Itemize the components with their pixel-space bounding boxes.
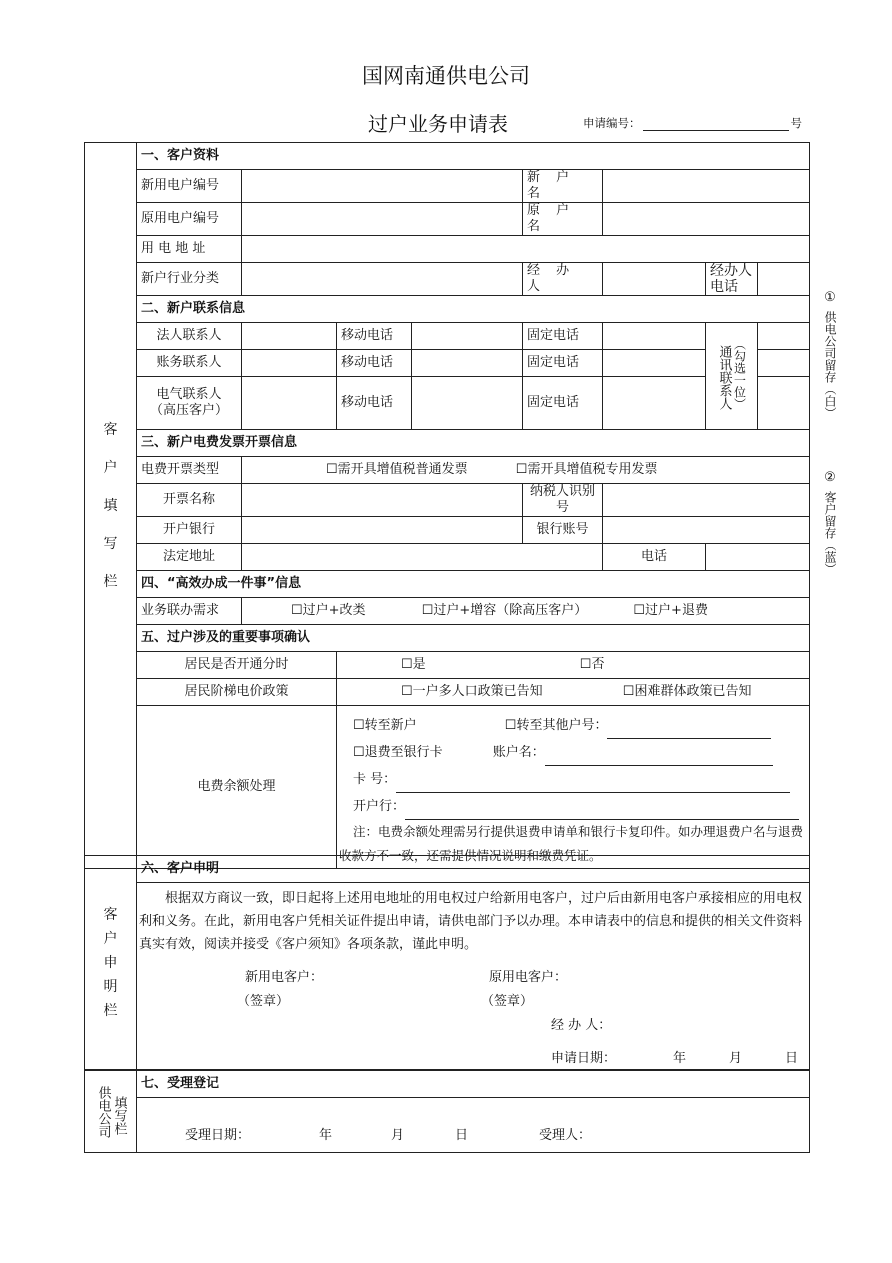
declaration-body (137, 883, 810, 1070)
field-phone[interactable] (706, 544, 810, 571)
field-comm-1[interactable] (758, 323, 810, 350)
form-title: 过户业务申请表 (368, 112, 508, 136)
section3-title: 三、新户电费发票开票信息 (137, 430, 810, 457)
copy2-number: ② (824, 470, 836, 485)
application-number-label: 申请编号： (583, 116, 641, 130)
field-billing-contact[interactable] (242, 350, 337, 377)
application-form (84, 142, 810, 869)
acceptance-body (137, 1098, 810, 1153)
invoice-type-options (242, 457, 810, 484)
label-joint-need: 业务联办需求 (137, 598, 242, 625)
field-address[interactable] (242, 236, 810, 263)
checkbox-transfer-reclass[interactable]: ☐过户+改类 (291, 603, 366, 618)
checkbox-to-new[interactable]: ☐转至新户 (353, 718, 417, 733)
label-new-name: 新 户 名 (523, 170, 603, 203)
field-agent[interactable] (603, 263, 706, 296)
label-phone: 电话 (603, 544, 706, 571)
field-landline-3[interactable] (603, 377, 706, 430)
label-landline-2: 固定电话 (523, 350, 603, 377)
balance-cell (337, 706, 810, 869)
comm-contact-label: 通讯联系人 (716, 344, 732, 410)
checkbox-to-other[interactable]: ☐转至其他户号： (504, 718, 608, 733)
label-bank-branch: 开户行： (353, 799, 406, 814)
label-landline-1: 固定电话 (523, 323, 603, 350)
field-taxpayer-id[interactable] (603, 484, 810, 517)
field-agent-phone[interactable] (758, 263, 810, 296)
label-elec-contact: 电气联系人 （高压客户） (137, 377, 242, 430)
label-invoice-name: 开票名称 (137, 484, 242, 517)
label-address: 用 电 地 址 (137, 236, 242, 263)
checkbox-yes[interactable]: ☐是 (401, 657, 426, 672)
field-old-account-no[interactable] (242, 203, 523, 236)
section4-title: 四、“高效办成一件事”信息 (137, 571, 810, 598)
checkbox-invoice-normal[interactable]: ☐需开具增值税普通发票 (326, 462, 468, 477)
label-bank-account: 银行账号 (523, 517, 603, 544)
field-legal-address[interactable] (242, 544, 603, 571)
field-legal-contact[interactable] (242, 323, 337, 350)
side-customer-declare: 客户申明栏 (85, 856, 137, 1070)
section5-title: 五、过户涉及的重要事项确认 (137, 625, 810, 652)
label-mobile-2: 移动电话 (337, 350, 412, 377)
comm-contact-cell (706, 323, 758, 430)
tier-options (337, 679, 810, 706)
field-landline-2[interactable] (603, 350, 706, 377)
checkbox-no[interactable]: ☐否 (579, 657, 605, 672)
field-comm-2[interactable] (758, 350, 810, 377)
checkbox-refund-card[interactable]: ☐退费至银行卡 (353, 745, 443, 760)
label-tier: 居民阶梯电价政策 (137, 679, 337, 706)
label-invoice-type: 电费开票类型 (137, 457, 242, 484)
copy1-text: 供电公司留存（白） (823, 311, 837, 419)
label-mobile-3: 移动电话 (337, 377, 412, 430)
checkbox-tier-hardship[interactable]: ☐困难群体政策已告知 (622, 684, 752, 699)
field-comm-3[interactable] (758, 377, 810, 430)
label-apply-day: 日 (785, 1051, 799, 1066)
tou-options (337, 652, 810, 679)
label-industry: 新户行业分类 (137, 263, 242, 296)
seal-old-customer: （签章） (481, 994, 534, 1009)
label-account-name: 账户名： (492, 745, 545, 760)
field-account-name[interactable] (545, 752, 773, 766)
field-bank-account[interactable] (603, 517, 810, 544)
label-old-account-no: 原用电户编号 (137, 203, 242, 236)
seal-new-customer: （签章） (237, 994, 290, 1009)
label-accept-year: 年 (319, 1128, 333, 1143)
choose-one-label: （勾选一位） (732, 337, 747, 410)
label-landline-3: 固定电话 (523, 377, 603, 430)
label-apply-year: 年 (673, 1051, 687, 1066)
field-bank[interactable] (242, 517, 523, 544)
section2-title: 二、新户联系信息 (137, 296, 810, 323)
label-accept-date: 受理日期： (185, 1128, 251, 1143)
application-number-suffix: 号 (790, 116, 802, 130)
application-number (583, 115, 802, 131)
label-mobile-1: 移动电话 (337, 323, 412, 350)
label-bank: 开户银行 (137, 517, 242, 544)
checkbox-transfer-refund[interactable]: ☐过户+退费 (633, 603, 708, 618)
label-taxpayer-id: 纳税人识别号 (523, 484, 603, 517)
field-landline-1[interactable] (603, 323, 706, 350)
field-other-account[interactable] (607, 725, 771, 739)
section1-title: 一、客户资料 (137, 143, 810, 170)
label-card-no: 卡 号： (353, 772, 397, 787)
label-accept-day: 日 (455, 1128, 469, 1143)
label-apply-month: 月 (729, 1051, 743, 1066)
checkbox-tier-multi[interactable]: ☐一户多人口政策已告知 (401, 684, 543, 699)
field-mobile-1[interactable] (412, 323, 523, 350)
label-old-name: 原 户 名 (523, 203, 603, 236)
field-elec-contact[interactable] (242, 377, 337, 430)
section7-title: 七、受理登记 (137, 1071, 810, 1098)
joint-need-options (242, 598, 810, 625)
declaration-text: 根据双方商议一致，即日起将上述用电地址的用电权过户给新用电客户，过户后由新用电客户承接相应的用电权利和义务。在此，新用电客户凭相关证件提出申请，请供电部门予以办理。本申请表中的信息和提供的相关文件资料真实有效，阅读并接受《客户须知》各项条款，谨此申明。 (139, 891, 803, 952)
field-old-name[interactable] (603, 203, 810, 236)
field-bank-branch[interactable] (405, 806, 799, 820)
section6-title: 六、客户申明 (137, 856, 810, 883)
declaration-table (84, 855, 810, 1070)
field-mobile-2[interactable] (412, 350, 523, 377)
field-mobile-3[interactable] (412, 377, 523, 430)
label-legal-address: 法定地址 (137, 544, 242, 571)
label-tou: 居民是否开通分时 (137, 652, 337, 679)
field-industry[interactable] (242, 263, 523, 296)
label-declare-agent: 经 办 人： (551, 1018, 612, 1033)
label-agent-phone: 经办人电话 (706, 263, 758, 296)
application-number-field[interactable] (643, 118, 789, 131)
label-receiver: 受理人： (539, 1128, 592, 1143)
field-new-account-no[interactable] (242, 170, 523, 203)
label-agent: 经 办 人 (523, 263, 603, 296)
acceptance-table (84, 1070, 810, 1153)
copy2-note (822, 470, 838, 575)
field-invoice-name[interactable] (242, 484, 523, 517)
checkbox-transfer-capacity[interactable]: ☐过户+增容（除高压客户） (421, 603, 588, 618)
label-new-account-no: 新用电户编号 (137, 170, 242, 203)
balance-note: 注：电费余额处理需另行提供退费申请单和银行卡复印件。如办理退费户名与退费收款方不一致，还需提供情况说明和缴费凭证。 (339, 824, 804, 863)
field-card-no[interactable] (396, 779, 790, 793)
label-accept-month: 月 (391, 1128, 405, 1143)
label-billing-contact: 账务联系人 (137, 350, 242, 377)
side-customer-fill: 客户填写栏 (85, 143, 137, 869)
label-new-customer: 新用电客户： (245, 970, 324, 985)
company-title: 国网南通供电公司 (362, 64, 530, 88)
label-apply-date: 申请日期： (551, 1051, 617, 1066)
copy1-number: ① (824, 290, 836, 305)
side-company-fill: 供电公司填写栏 (85, 1071, 137, 1153)
checkbox-invoice-special[interactable]: ☐需开具增值税专用发票 (515, 462, 658, 477)
label-old-customer: 原用电客户： (489, 970, 568, 985)
label-balance: 电费余额处理 (137, 706, 337, 869)
field-new-name[interactable] (603, 170, 810, 203)
copy2-text: 客户留存（蓝） (823, 491, 837, 575)
label-legal-contact: 法人联系人 (137, 323, 242, 350)
copy1-note (822, 290, 838, 419)
